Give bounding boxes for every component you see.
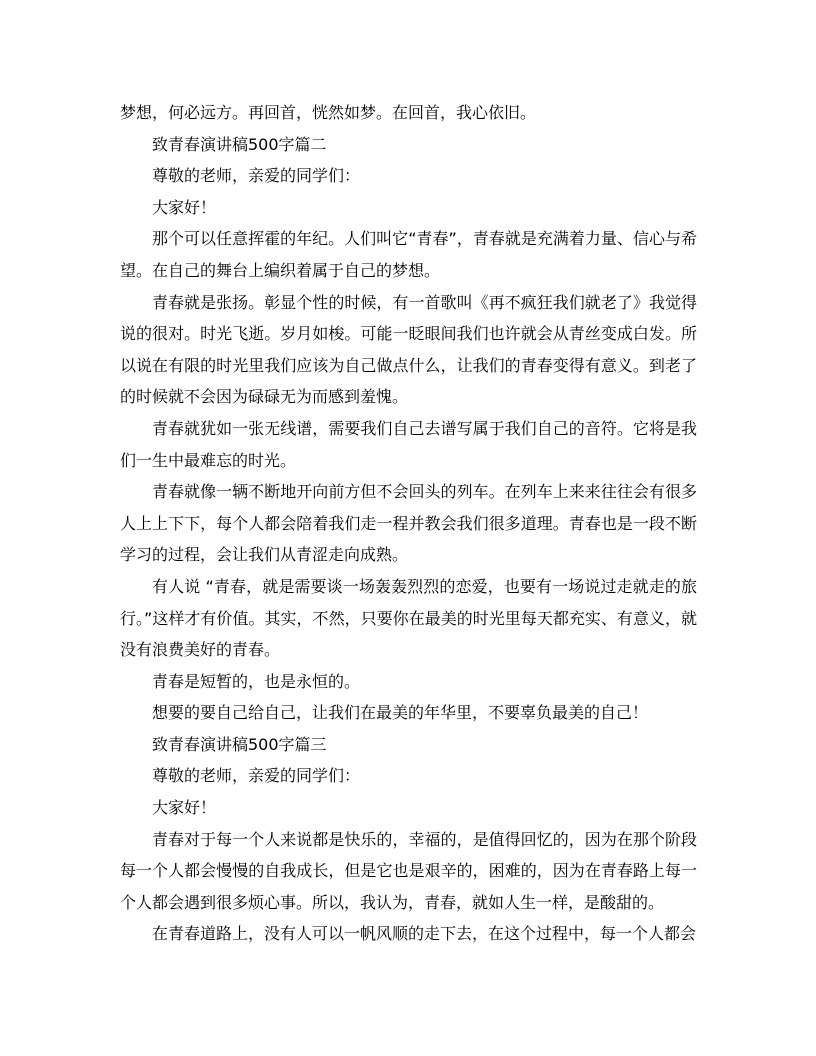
greeting: 大家好！ — [152, 197, 217, 217]
paragraph: 在青春道路上，没有人可以一帆风顺的走下去，在这个过程中，每一个人都会 — [152, 924, 697, 944]
paragraph: 想要的要自己给自己，让我们在最美的年华里，不要辜负最美的自己！ — [152, 703, 649, 723]
greeting: 大家好！ — [152, 798, 217, 818]
paragraph: 梦想，何必远方。再回首，恍然如梦。在回首，我心依旧。 — [120, 103, 537, 122]
salutation: 尊敬的老师，亲爱的同学们： — [152, 166, 361, 186]
section-heading: 致青春演讲稿500字篇三 — [152, 734, 327, 754]
document-body — [120, 97, 697, 950]
paragraph: 那个可以任意挥霍的年纪。人们叫它“青春”，青春就是充满着力量、信心与希望。在自己的舞台上编织着属于自己的梦想。 — [120, 229, 697, 280]
paragraph: 青春就像一辆不断地开向前方但不会回头的列车。在列车上来来往往会有很多人上上下下，每个人都会陪着我们走一程并教会我们很多道理。青春也是一段不断学习的过程，会让我们从青涩走向成熟。 — [120, 482, 697, 565]
paragraph: 青春是短暂的，也是永恒的。 — [152, 671, 361, 691]
paragraph: 青春就是张扬。彰显个性的时候，有一首歌叫《再不疯狂我们就老了》我觉得说的很对。时光飞逝。岁月如梭。可能一眨眼间我们也许就会从青丝变成白发。所以说在有限的时光里我们应该为自己做点什么，让我们的青春变得有意义。到老了的时候就不会因为碌碌无为而感到羞愧。 — [120, 292, 697, 407]
paragraph: 有人说 “青春，就是需要谈一场轰轰烈烈的恋爱，也要有一场说过走就走的旅行。”这样才有价值。其实，不然，只要你在最美的时光里每天都充实、有意义，就没有浪费美好的青春。 — [120, 576, 697, 660]
paragraph: 青春对于每一个人来说都是快乐的，幸福的，是值得回忆的，因为在那个阶段每一个人都会慢慢的自我成长，但是它也是艰辛的，困难的，因为在青春路上每一个人都会遇到很多烦心事。所以，我认为，青春，就如人生一样，是酸甜的。 — [120, 829, 697, 912]
salutation: 尊敬的老师，亲爱的同学们： — [152, 766, 361, 786]
paragraph: 青春就犹如一张无线谱，需要我们自己去谱写属于我们自己的音符。它将是我们一生中最难忘的时光。 — [120, 418, 697, 470]
section-heading: 致青春演讲稿500字篇二 — [152, 134, 327, 154]
